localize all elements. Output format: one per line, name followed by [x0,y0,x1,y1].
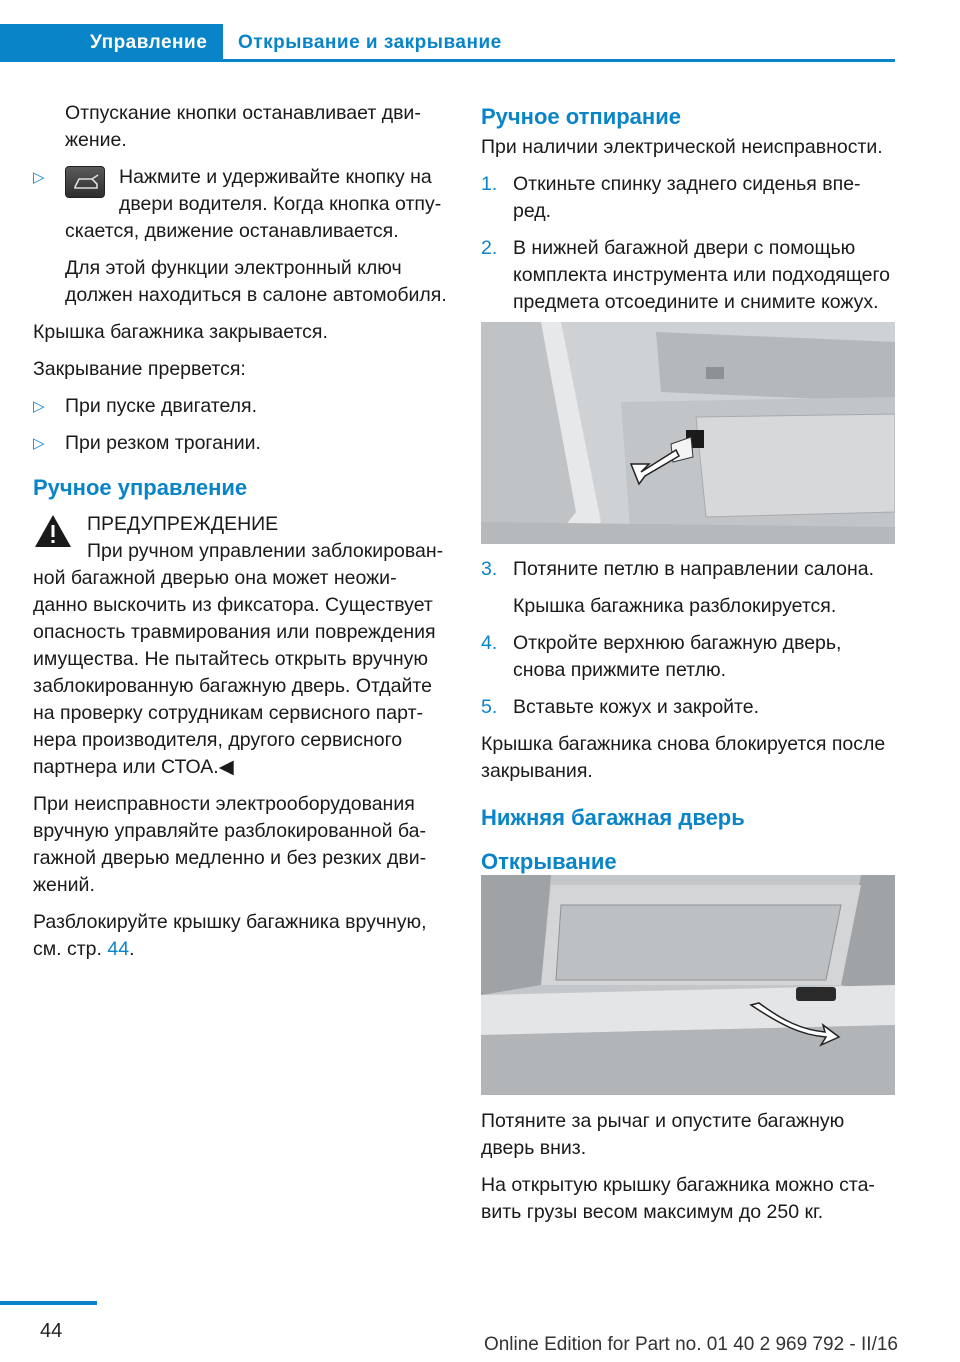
header-section[interactable]: Управление [0,24,223,62]
step-text: В нижней багажной двери с помощью комплекта инструмента или подходящего предмета отсоедините и снимите кожух. [513,237,891,313]
page-number: 44 [40,1320,63,1342]
right-column [481,102,896,326]
paragraph-text: Разблокируйте крышку багажника вручную, см. стр. [33,911,427,960]
paragraph-ref [33,909,448,963]
warning-title: ПРЕДУПРЕЖДЕНИЕ [87,513,279,535]
list-item-text: При пуске двигателя. [65,395,258,417]
triangle-bullet-icon: ▷ [33,435,45,452]
step-number: 3. [481,558,498,580]
step-text: Вставьте кожух и закройте. [513,696,760,718]
list-item-text: Нажмите и удерживайте кнопку на двери водителя. Когда кнопка отпу‐скается, движение останавливается. [65,166,442,242]
paragraph: Потяните за рычаг и опустите багажную дверь вниз. [481,1110,845,1159]
footer-edition: Online Edition for Part no. 01 40 2 969 792 - II/16 [483,1334,898,1355]
right-column-continued [481,556,896,885]
list-item [481,556,896,583]
step-text: Откройте верхнюю багажную дверь, снова прижмите петлю. [513,632,842,681]
page-header [0,0,960,62]
section-heading: Нижняя багажная дверь [481,805,745,830]
list-item [33,430,448,457]
warning-triangle-icon [33,513,73,549]
step-number: 2. [481,237,498,259]
subsection-heading: Открывание [481,849,617,874]
step-number: 4. [481,632,498,654]
step-number: 5. [481,696,498,718]
trunk-cover-photo [481,322,895,544]
paragraph-note: Для этой функции электронный ключ должен находиться в салоне автомобиля. [65,257,447,306]
list-item [33,393,448,420]
paragraph-end: . [129,938,135,960]
list-item-button [33,164,448,245]
list-item-text: При резком трогании. [65,432,261,454]
page-link[interactable]: 44 [107,938,130,960]
step-text: Потяните петлю в направлении салона. [513,558,875,580]
lower-tailgate-photo [481,875,895,1095]
step-number: 1. [481,173,498,195]
paragraph: На открытую крышку багажника можно ста‐вить грузы весом максимум до 250 кг. [481,1174,875,1223]
list-item [481,630,896,684]
paragraph: При наличии электрической неисправности. [481,136,883,158]
paragraph: Отпускание кнопки останавливает дви‐жение. [65,102,421,151]
paragraph: Крышка багажника снова блокируется после закрывания. [481,733,886,782]
list-item [481,235,896,316]
triangle-bullet-icon: ▷ [33,398,45,415]
tailgate-button-icon [65,166,105,198]
triangle-bullet-icon: ▷ [33,169,45,186]
list-item [481,694,896,721]
header-rule [223,59,895,62]
right-column-bottom [481,1108,896,1236]
warning-text: При ручном управлении заблокирован‐ной багажной дверью она может неожи‐данно выскочить из фиксатора. Существует опасность травмирования или повреждения имущества. Не пытайтесь открыть вручную заблокированную багажную дверь. Отдайте на проверку сотрудникам сервисного парт‐нера производителя, другого сервисного партнера или СТОА.◀ [33,540,444,778]
paragraph: Крышка багажника закрывается. [33,321,328,343]
section-heading: Ручное управление [33,475,248,500]
list-item [481,171,896,225]
paragraph-note: Крышка багажника разблокируется. [513,595,837,617]
paragraph: Закрывание прервется: [33,358,246,380]
warning-block [33,511,448,781]
footer-rule [0,1301,97,1305]
step-text: Откиньте спинку заднего сиденья впе‐ред. [513,173,861,222]
paragraph: При неисправности электрооборудования вручную управляйте разблокированной ба‐гажной дверью медленно и без резких дви‐жений. [33,793,427,896]
header-subsection[interactable]: Открывание и закрывание [238,32,502,53]
section-heading: Ручное отпирание [481,104,681,129]
left-column [33,100,448,973]
